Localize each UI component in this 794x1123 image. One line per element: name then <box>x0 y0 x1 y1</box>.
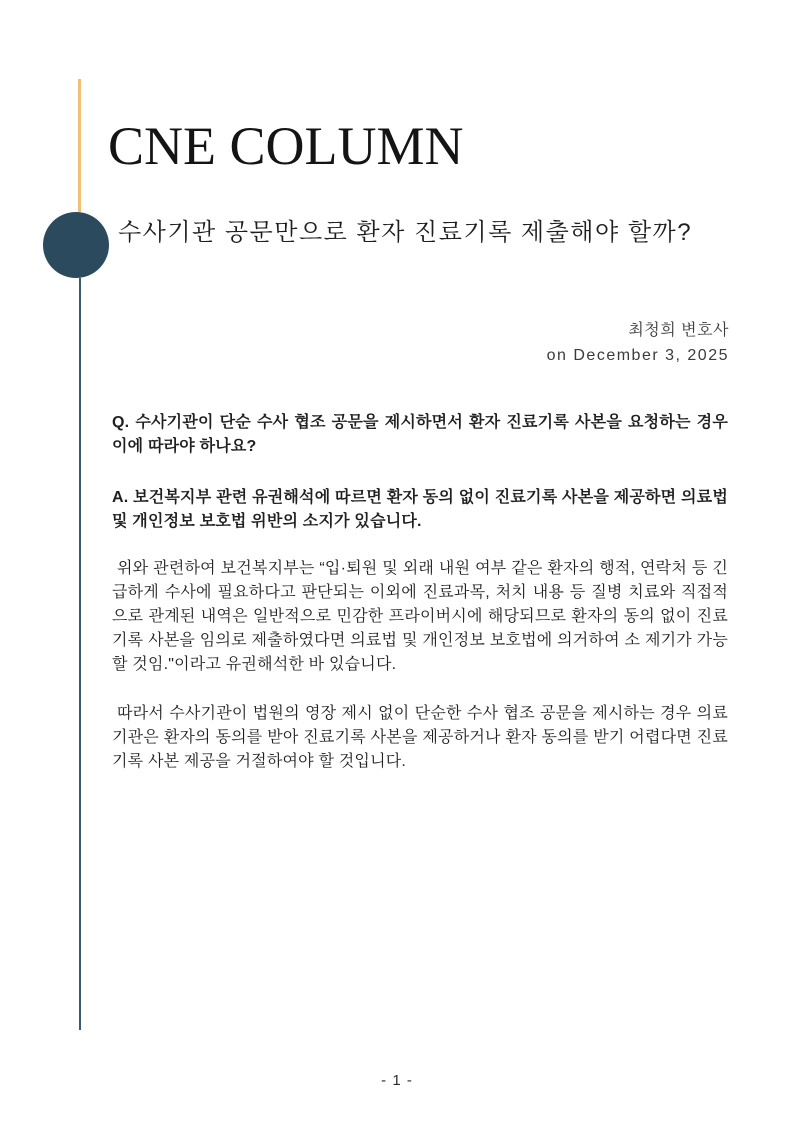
article-title: 수사기관 공문만으로 환자 진료기록 제출해야 할까? <box>118 219 693 246</box>
answer-paragraph: A. 보건복지부 관련 유권해석에 따르면 환자 동의 없이 진료기록 사본을 제공하면 의료법 및 개인정보 보호법 위반의 소지가 있습니다. <box>112 489 728 530</box>
teal-accent-line <box>79 278 81 1030</box>
question-paragraph: Q. 수사기관이 단순 수사 협조 공문을 제시하면서 환자 진료기록 사본을 요청하는 경우 이에 따라야 하나요? <box>112 414 728 455</box>
page-number: - 1 - <box>381 1072 413 1089</box>
byline-date: on December 3, 2025 <box>546 347 729 364</box>
byline-author: 최청희 변호사 <box>628 322 729 339</box>
teal-accent-circle <box>43 212 109 278</box>
gold-accent-line <box>78 79 81 212</box>
masthead-title: CNE COLUMN <box>108 116 464 176</box>
body-paragraph-1: 위와 관련하여 보건복지부는 “입·퇴원 및 외래 내원 여부 같은 환자의 행적, 연락처 등 긴급하게 수사에 필요하다고 판단되는 이외에 진료과목, 처치 내용 등 질병 치료와 직접적으로 관계된 내역은 일반적으로 민감한 프라이버시에 해당되므로 환자의 동의 없이 진료기록 사본을 임의로 제출하였다면 의료법 및 개인정보 보호법에 의거하여 소 제기가 가능할 것임."이라고 유권해석한 바 있습니다. <box>112 560 728 673</box>
byline <box>547 318 729 368</box>
body-paragraph-2: 따라서 수사기관이 법원의 영장 제시 없이 단순한 수사 협조 공문을 제시하는 경우 의료기관은 환자의 동의를 받아 진료기록 사본을 제공하거나 환자 동의를 받기 어렵다면 진료기록 사본 제공을 거절하여야 할 것입니다. <box>112 705 728 770</box>
